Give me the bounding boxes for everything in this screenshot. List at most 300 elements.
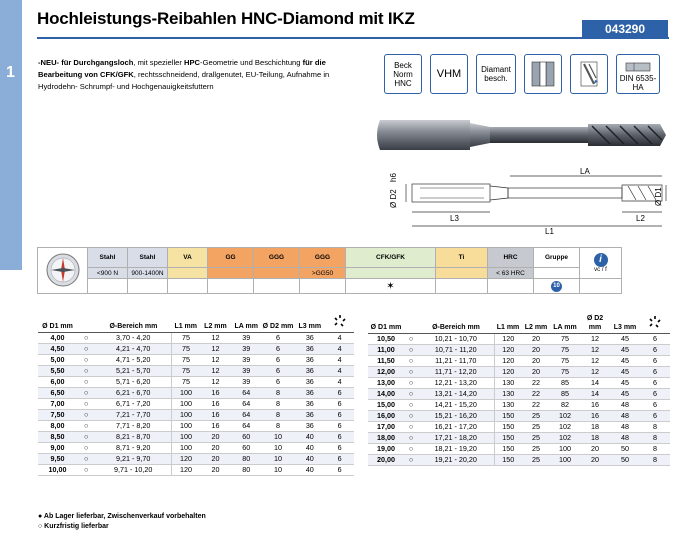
table-cell: 6	[640, 356, 670, 367]
flutes-icon	[333, 314, 347, 328]
table-cell: 45	[610, 334, 640, 345]
reamer-tool-image	[370, 104, 670, 164]
table-cell: 4,50	[38, 344, 77, 355]
tool-flutes	[588, 124, 666, 146]
table-cell: 82	[550, 400, 580, 411]
table-cell: 75	[171, 377, 200, 388]
table-cell: 100	[550, 455, 580, 466]
table-cell: 6	[325, 399, 354, 410]
table-cell: 7,50	[38, 410, 77, 421]
col-l3: L3 mm	[294, 313, 325, 333]
table-body-right	[368, 334, 670, 466]
table-cell: 10	[262, 432, 295, 443]
table-cell: 20	[200, 465, 231, 476]
table-cell: 45	[610, 389, 640, 400]
table-cell: 48	[610, 433, 640, 444]
table-cell: 120	[171, 465, 200, 476]
table-cell: 6	[325, 421, 354, 432]
table-cell: 11,71 - 12,20	[418, 367, 494, 378]
table-cell: 100	[171, 399, 200, 410]
table-body-left	[38, 333, 354, 476]
table-cell: 6	[640, 367, 670, 378]
table-cell: 18	[580, 422, 610, 433]
table-cell: 22	[522, 389, 550, 400]
table-cell: 150	[494, 433, 522, 444]
table-row	[38, 432, 354, 443]
table-cell: 17,00	[368, 422, 404, 433]
table-cell: 45	[610, 345, 640, 356]
table-row	[38, 421, 354, 432]
spec-mark-cfk: ✶	[346, 279, 436, 294]
table-cell: 85	[550, 378, 580, 389]
spec-sub-0: <900 N	[88, 268, 128, 279]
table-cell: 40	[294, 454, 325, 465]
table-cell: 36	[294, 355, 325, 366]
spec-sub-1: 900-1400N	[128, 268, 168, 279]
table-row	[38, 465, 354, 476]
table-cell: 8,71 - 9,20	[95, 443, 171, 454]
table-cell: 6	[262, 377, 295, 388]
table-cell: 80	[231, 465, 262, 476]
table-cell: ○	[404, 422, 418, 433]
table-cell: 17,21 - 18,20	[418, 433, 494, 444]
material-spec-table	[37, 247, 622, 294]
table-cell: 15,21 - 16,20	[418, 411, 494, 422]
table-cell: 6	[325, 388, 354, 399]
tool-shank	[377, 120, 470, 150]
spec-sub-7	[436, 268, 488, 279]
drawing-shank	[412, 184, 490, 202]
table-cell: 12	[580, 367, 610, 378]
table-cell: 102	[550, 411, 580, 422]
spec-header-7: Ti	[436, 248, 488, 268]
table-row	[38, 344, 354, 355]
table-cell: 3,70 - 4,20	[95, 333, 171, 344]
table-cell: 10,50	[368, 334, 404, 345]
table-cell: 7,21 - 7,70	[95, 410, 171, 421]
table-cell: 100	[171, 410, 200, 421]
table-cell: 130	[494, 389, 522, 400]
table-cell: 100	[171, 421, 200, 432]
table-cell: 75	[171, 355, 200, 366]
table-cell: 4,21 - 4,70	[95, 344, 171, 355]
table-cell: 4,71 - 5,20	[95, 355, 171, 366]
table-cell: 12	[200, 344, 231, 355]
table-cell: 150	[494, 444, 522, 455]
table-cell: 20	[580, 455, 610, 466]
table-cell: ○	[404, 378, 418, 389]
table-cell: 10,71 - 11,20	[418, 345, 494, 356]
table-cell: 16,21 - 17,20	[418, 422, 494, 433]
spec-header-1: Stahl	[128, 248, 168, 268]
info-cell	[580, 248, 622, 279]
table-cell: 12,21 - 13,20	[418, 378, 494, 389]
table-cell: 22	[522, 378, 550, 389]
col-l2-r: L2 mm	[522, 313, 550, 334]
table-cell: 39	[231, 366, 262, 377]
d2-label: Ø D2	[389, 189, 398, 208]
table-cell: ○	[77, 432, 95, 443]
table-row	[38, 454, 354, 465]
table-cell: 45	[610, 356, 640, 367]
table-cell: 16	[200, 399, 231, 410]
table-cell: 25	[522, 455, 550, 466]
badge-beck-norm	[384, 54, 422, 94]
table-cell: 12	[200, 377, 231, 388]
col-d2-r: Ø D2 mm	[580, 313, 610, 334]
table-cell: 8	[262, 399, 295, 410]
table-cell: 48	[610, 411, 640, 422]
table-cell: 75	[550, 334, 580, 345]
table-row	[38, 443, 354, 454]
table-cell: ○	[404, 367, 418, 378]
table-cell: 14	[580, 378, 610, 389]
table-cell: ○	[77, 410, 95, 421]
col-range-r: Ø-Bereich mm	[418, 313, 494, 334]
table-cell: 80	[231, 454, 262, 465]
table-cell: 16	[200, 421, 231, 432]
table-row	[38, 388, 354, 399]
table-cell: ○	[77, 421, 95, 432]
spec-sub-6	[346, 268, 436, 279]
table-cell: 100	[550, 444, 580, 455]
table-cell: 6,21 - 6,70	[95, 388, 171, 399]
table-cell: 8	[640, 433, 670, 444]
note-short-term: ○ Kurzfristig lieferbar	[38, 523, 109, 530]
table-cell: 20	[522, 345, 550, 356]
table-cell: 102	[550, 433, 580, 444]
spec-sub-5: >GG50	[300, 268, 346, 279]
table-cell: 120	[494, 367, 522, 378]
table-cell: 6,00	[38, 377, 77, 388]
table-cell: 10,00	[38, 465, 77, 476]
table-row	[368, 378, 670, 389]
table-row	[368, 411, 670, 422]
l2-label: L2	[636, 214, 645, 223]
through-hole-drawing	[528, 59, 558, 89]
desc-bold-3: für die Bearbeitung von CFK/GFK	[38, 58, 326, 79]
table-cell: ○	[77, 355, 95, 366]
table-cell: 5,00	[38, 355, 77, 366]
table-cell: 6	[640, 411, 670, 422]
desc-text-1: , mit spezieller	[133, 58, 184, 67]
table-cell: 50	[610, 444, 640, 455]
table-row	[38, 399, 354, 410]
table-cell: 6	[640, 345, 670, 356]
table-cell: 18,21 - 19,20	[418, 444, 494, 455]
table-cell: 8,21 - 8,70	[95, 432, 171, 443]
spec-sub-4	[254, 268, 300, 279]
spec-mark-3	[208, 279, 254, 294]
col-range: Ø-Bereich mm	[95, 313, 171, 333]
table-cell: 120	[494, 356, 522, 367]
desc-text-3: , rechtsschneidend, drallgenutet, EU-Teilung, Aufnahme in Hydrodehn- Schrumpf- und Hochgenauigkeitsfuttern	[38, 70, 330, 91]
table-cell: 60	[231, 432, 262, 443]
table-cell: 8	[262, 421, 295, 432]
table-cell: 14,21 - 15,20	[418, 400, 494, 411]
table-cell: 11,00	[368, 345, 404, 356]
table-cell: 9,50	[38, 454, 77, 465]
table-cell: 120	[171, 454, 200, 465]
table-cell: 130	[494, 400, 522, 411]
through-hole-icon	[524, 54, 562, 94]
col-l1-r: L1 mm	[494, 313, 522, 334]
table-cell: 6	[262, 333, 295, 344]
badge-din-label: DIN 6535-HA	[619, 74, 657, 92]
table-cell: ○	[404, 400, 418, 411]
table-cell: 12	[200, 333, 231, 344]
table-cell: ○	[77, 388, 95, 399]
table-cell: 40	[294, 443, 325, 454]
table-cell: 8	[262, 410, 295, 421]
table-cell: 48	[610, 400, 640, 411]
table-cell: 4	[325, 366, 354, 377]
spec-mark-0	[88, 279, 128, 294]
article-number: 043290	[582, 20, 668, 38]
spec-header-3: GG	[208, 248, 254, 268]
table-cell: 6	[262, 355, 295, 366]
table-cell: 6	[262, 366, 295, 377]
table-cell: 10	[262, 454, 295, 465]
table-cell: 19,00	[368, 444, 404, 455]
table-cell: 12	[580, 345, 610, 356]
table-cell: 75	[550, 356, 580, 367]
table-cell: ○	[77, 344, 95, 355]
table-cell: 12,00	[368, 367, 404, 378]
table-row	[368, 455, 670, 466]
table-cell: ○	[404, 345, 418, 356]
la-label: LA	[580, 167, 590, 176]
table-cell: ○	[404, 334, 418, 345]
spec-mark-4	[254, 279, 300, 294]
table-cell: ○	[404, 411, 418, 422]
col-d2: Ø D2 mm	[262, 313, 295, 333]
title-rule	[37, 37, 669, 39]
badge-diamant	[476, 54, 516, 94]
table-cell: 6	[325, 465, 354, 476]
table-cell: 20	[522, 334, 550, 345]
spec-header-2: VA	[168, 248, 208, 268]
spec-sub-2	[168, 268, 208, 279]
table-cell: 6	[325, 410, 354, 421]
badge-din	[616, 54, 660, 94]
table-row	[38, 410, 354, 421]
desc-bold-1: -NEU- für Durchgangsloch	[38, 58, 134, 67]
flutes-icon	[648, 315, 662, 329]
table-cell: 36	[294, 377, 325, 388]
table-cell: 100	[171, 388, 200, 399]
table-cell: 20	[522, 367, 550, 378]
tool-body	[490, 127, 588, 143]
spec-header-6: CFK/GFK	[346, 248, 436, 268]
table-cell: ○	[77, 366, 95, 377]
table-cell: 50	[610, 455, 640, 466]
spec-header-8: HRC	[488, 248, 534, 268]
table-cell: 102	[550, 422, 580, 433]
table-cell: 39	[231, 344, 262, 355]
table-cell: 12	[200, 355, 231, 366]
table-cell: 8,50	[38, 432, 77, 443]
badge-vhm-label: VHM	[436, 67, 462, 80]
size-table-left	[38, 313, 354, 476]
table-cell: 7,71 - 8,20	[95, 421, 171, 432]
table-cell: 39	[231, 355, 262, 366]
table-cell: 150	[494, 422, 522, 433]
table-cell: 36	[294, 366, 325, 377]
table-cell: ○	[77, 443, 95, 454]
table-cell: 9,71 - 10,20	[95, 465, 171, 476]
table-cell: ○	[404, 444, 418, 455]
table-cell: 100	[171, 432, 200, 443]
table-cell: 11,21 - 11,70	[418, 356, 494, 367]
table-cell: 16	[200, 388, 231, 399]
table-cell: 19,21 - 20,20	[418, 455, 494, 466]
table-cell: 14	[580, 389, 610, 400]
table-row	[368, 367, 670, 378]
table-cell: 60	[231, 443, 262, 454]
table-cell: 4	[325, 355, 354, 366]
table-cell: 6	[640, 400, 670, 411]
l1-label: L1	[545, 227, 554, 236]
table-cell: 36	[294, 410, 325, 421]
table-row	[38, 377, 354, 388]
table-cell: ○	[404, 433, 418, 444]
table-cell: 8,00	[38, 421, 77, 432]
table-cell: 8	[640, 422, 670, 433]
table-cell: 13,00	[368, 378, 404, 389]
spec-sub-3	[208, 268, 254, 279]
table-row	[368, 422, 670, 433]
table-cell: 15,00	[368, 400, 404, 411]
h6-label: h6	[389, 173, 398, 182]
table-cell: 6	[262, 344, 295, 355]
table-cell: 11,50	[368, 356, 404, 367]
spec-header-5: GGG	[300, 248, 346, 268]
table-cell: 10,21 - 10,70	[418, 334, 494, 345]
col-avail-r	[404, 313, 418, 334]
badge-vhm	[430, 54, 468, 94]
table-cell: 4	[325, 333, 354, 344]
table-cell: 14,00	[368, 389, 404, 400]
table-cell: 16,00	[368, 411, 404, 422]
table-cell: 10	[262, 443, 295, 454]
table-cell: ○	[77, 377, 95, 388]
product-description	[38, 57, 338, 93]
table-cell: ○	[77, 399, 95, 410]
tool-neck	[470, 123, 490, 147]
table-cell: 10	[262, 465, 295, 476]
table-cell: 20	[200, 443, 231, 454]
table-cell: 36	[294, 399, 325, 410]
table-row	[368, 389, 670, 400]
spec-sub-8: < 63 HRC	[488, 268, 534, 279]
helix-cut-drawing	[574, 59, 604, 89]
din-shank-icon	[624, 59, 654, 75]
table-cell: 130	[494, 378, 522, 389]
table-cell: 64	[231, 388, 262, 399]
table-cell: 40	[294, 465, 325, 476]
table-cell: 12	[580, 334, 610, 345]
table-cell: 75	[550, 345, 580, 356]
spec-mark-5	[300, 279, 346, 294]
desc-text-2: -Geometrie und Beschichtung	[200, 58, 303, 67]
section-number: 1	[6, 64, 15, 81]
table-cell: 6	[325, 432, 354, 443]
table-cell: 100	[171, 443, 200, 454]
table-cell: 7,00	[38, 399, 77, 410]
table-cell: 16	[580, 411, 610, 422]
table-cell: ○	[77, 465, 95, 476]
spec-mark-2	[168, 279, 208, 294]
table-cell: 5,21 - 5,70	[95, 366, 171, 377]
table-cell: ○	[404, 455, 418, 466]
table-cell: 25	[522, 411, 550, 422]
table-cell: 20	[200, 432, 231, 443]
table-cell: 36	[294, 421, 325, 432]
spec-mark-1	[128, 279, 168, 294]
table-cell: 25	[522, 422, 550, 433]
note-stock: ● Ab Lager lieferbar, Zwischenverkauf vorbehalten	[38, 513, 206, 520]
table-row	[38, 333, 354, 344]
table-cell: 6	[325, 454, 354, 465]
table-row	[368, 345, 670, 356]
spec-mark-10	[580, 279, 622, 294]
table-cell: 4	[325, 344, 354, 355]
table-cell: 12	[580, 356, 610, 367]
table-cell: 150	[494, 455, 522, 466]
table-cell: 25	[522, 444, 550, 455]
table-row	[368, 400, 670, 411]
table-cell: 18,00	[368, 433, 404, 444]
table-cell: 75	[171, 344, 200, 355]
table-cell: 36	[294, 344, 325, 355]
col-flutes-r	[640, 313, 670, 334]
table-cell: 64	[231, 410, 262, 421]
table-cell: 6	[640, 378, 670, 389]
desc-bold-2: HPC	[184, 58, 201, 67]
compass-cell	[38, 248, 88, 294]
table-cell: 6,50	[38, 388, 77, 399]
spec-mark-gruppe	[534, 279, 580, 294]
table-cell: 39	[231, 333, 262, 344]
table-cell: 20	[522, 356, 550, 367]
table-cell: 39	[231, 377, 262, 388]
table-cell: 40	[294, 432, 325, 443]
table-row	[38, 355, 354, 366]
compass-icon	[45, 252, 81, 288]
table-cell: 16	[580, 400, 610, 411]
table-cell: 20	[200, 454, 231, 465]
table-cell: 12	[200, 366, 231, 377]
table-cell: ○	[404, 356, 418, 367]
table-cell: ○	[404, 389, 418, 400]
spec-header-0: Stahl	[88, 248, 128, 268]
table-cell: 75	[550, 367, 580, 378]
info-icon[interactable]: i	[594, 253, 608, 267]
col-la: LA mm	[231, 313, 262, 333]
info-label: vc / f	[594, 267, 607, 273]
spec-mark-8	[488, 279, 534, 294]
table-cell: 36	[294, 333, 325, 344]
col-flutes	[325, 313, 354, 333]
table-cell: 8	[640, 444, 670, 455]
table-cell: 85	[550, 389, 580, 400]
col-d1: Ø D1 mm	[38, 313, 77, 333]
table-cell: ○	[77, 454, 95, 465]
table-cell: 6	[640, 389, 670, 400]
table-cell: 8	[640, 455, 670, 466]
table-cell: 64	[231, 421, 262, 432]
